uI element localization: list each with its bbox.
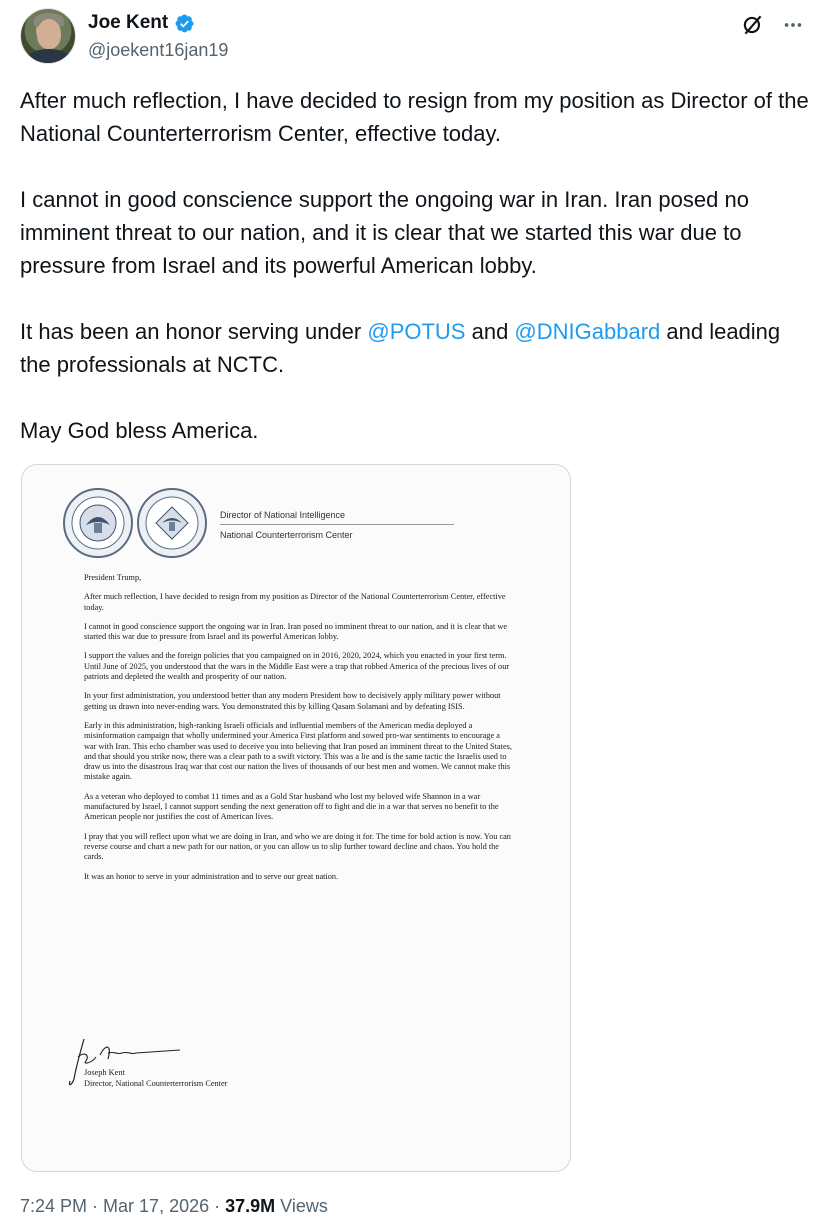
author-handle[interactable]: @joekent16jan19 xyxy=(88,40,229,60)
avatar[interactable] xyxy=(20,8,76,64)
tweet-date[interactable]: Mar 17, 2026 xyxy=(103,1196,210,1216)
letterhead xyxy=(220,507,454,543)
tweet-text-span: and xyxy=(465,319,515,344)
mention-potus-link[interactable]: @POTUS xyxy=(367,319,466,344)
verified-badge-icon xyxy=(174,13,195,34)
letter-paragraph: After much reflection, I have decided to resign from my position as Director of the National Counterterrorism Center, effective today. xyxy=(84,592,506,612)
letter-paragraph: I pray that you will reflect upon what we are doing in Iran, and who we are doing it for. The time for bold action is now. You can reverse course and chart a new path for our nation, or you can allow us to slip further toward decline and chaos. You hold the cards. xyxy=(84,831,511,862)
tweet-header xyxy=(20,6,810,66)
letter-paragraph: In your first administration, you understood better than any modern President how to decisively apply military power without getting us drawn into never-ending wars. You demonstrated this by killing Qasam Solamani and by defeating ISIS. xyxy=(84,691,501,711)
tweet-paragraph-4: May God bless America. xyxy=(20,418,259,443)
letter-paragraph: I support the values and the foreign policies that you campaigned on in 2016, 2020, 2024, which you enacted in your first term. Until June of 2025, you understood that the wars in the Middle East were a trap that robbed America of the precious lives of our patriots and depleted the wealth and prosperity of our nation. xyxy=(84,651,510,682)
meta-separator: · xyxy=(209,1196,226,1216)
letter-body xyxy=(84,573,514,891)
resignation-letter xyxy=(22,465,570,1171)
letterhead-divider xyxy=(220,524,454,525)
tweet-paragraph-1: After much reflection, I have decided to resign from my position as Director of the National Counterterrorism Center, effective today. xyxy=(20,88,809,146)
letter-salutation: President Trump, xyxy=(84,573,142,582)
seals xyxy=(62,487,208,559)
views-label: Views xyxy=(275,1196,328,1216)
signer-title: Director, National Counterterrorism Center xyxy=(84,1079,228,1088)
letter-paragraph: As a veteran who deployed to combat 11 times and as a Gold Star husband who lost my beloved wife Shannon in a war manufactured by Israel, I cannot support sending the next generation off to fight and die in a war that serves no benefit to the American people nor justifies the cost of American lives. xyxy=(84,791,499,822)
more-icon[interactable] xyxy=(782,14,804,36)
odni-seal-icon xyxy=(62,487,134,559)
mention-dnigabbard-link[interactable]: @DNIGabbard xyxy=(514,319,661,344)
letterhead-line-2: National Counterterrorism Center xyxy=(220,530,353,540)
meta-separator: · xyxy=(87,1196,104,1216)
views-count: 37.9M xyxy=(225,1196,276,1216)
letter-paragraph: It was an honor to serve in your administration and to serve our great nation. xyxy=(84,871,339,881)
tweet-time[interactable]: 7:24 PM xyxy=(20,1196,88,1216)
tweet-text-span: and leading the professionals at NCTC. xyxy=(20,319,781,377)
tweet-metadata xyxy=(20,1196,328,1217)
attached-image[interactable] xyxy=(21,464,571,1172)
author-display-name[interactable]: Joe Kent xyxy=(88,12,169,33)
tweet-text-span: It has been an honor serving under xyxy=(20,319,368,344)
signer-name: Joseph Kent xyxy=(84,1068,125,1077)
signature-block xyxy=(84,1067,227,1089)
tweet-text xyxy=(20,84,810,480)
grok-icon[interactable] xyxy=(740,12,766,38)
letterhead-line-1: Director of National Intelligence xyxy=(220,510,346,520)
author-name-line xyxy=(88,12,195,34)
tweet-paragraph-3 xyxy=(20,315,810,381)
nctc-seal-icon xyxy=(136,487,208,559)
tweet-paragraph-2: I cannot in good conscience support the ongoing war in Iran. Iran posed no imminent threat to our nation, and it is clear that we started this war due to pressure from Israel and its powerful American lobby. xyxy=(20,187,749,278)
tweet-actions-top xyxy=(740,12,804,38)
letter-paragraph: Early in this administration, high-ranking Israeli officials and influential members of the American media deployed a misinformation campaign that wholly undermined your America First platform and sowed pro-war sentiments to encourage a war with Iran. This echo chamber was used to deceive you into believing that Iran posed an imminent threat to the United States, and that should you strike now, there was a clear path to a swift victory. This was a lie and is the same tactic the Israelis used to draw us into the disastrous Iraq war that cost our nation the lives of thousands of our best men and women. We cannot make this mistake again. xyxy=(84,720,512,782)
letter-paragraph: I cannot in good conscience support the ongoing war in Iran. Iran posed no imminent threat to our nation, and it is clear that we started this war due to pressure from Israel and its powerful American lobby. xyxy=(84,621,508,642)
